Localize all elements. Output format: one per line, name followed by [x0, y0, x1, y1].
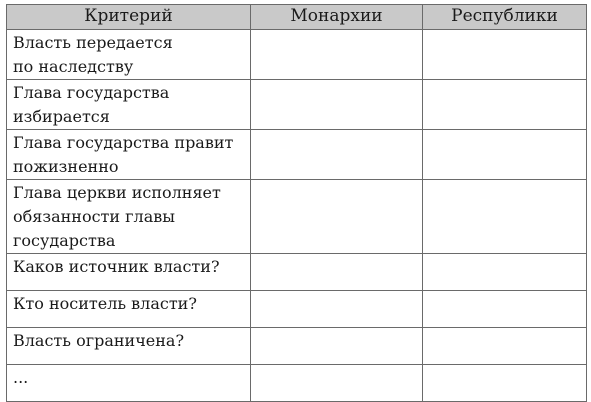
- table-row: [7, 328, 587, 365]
- republics-cell: [423, 180, 587, 254]
- republics-cell: [423, 30, 587, 80]
- comparison-table: [6, 4, 587, 402]
- republics-cell: [423, 254, 587, 291]
- republics-cell: [423, 365, 587, 402]
- criterion-cell: Власть передается по наследству: [7, 30, 251, 80]
- table-row: [7, 180, 587, 254]
- table-row: [7, 291, 587, 328]
- table-body: [7, 30, 587, 402]
- table-row: [7, 130, 587, 180]
- table-row: [7, 365, 587, 402]
- table-row: [7, 80, 587, 130]
- header-republics: Республики: [423, 5, 587, 30]
- monarchies-cell: [251, 328, 423, 365]
- monarchies-cell: [251, 80, 423, 130]
- monarchies-cell: [251, 130, 423, 180]
- comparison-table-container: [6, 4, 586, 402]
- monarchies-cell: [251, 180, 423, 254]
- criterion-cell: ...: [7, 365, 251, 402]
- republics-cell: [423, 291, 587, 328]
- criterion-cell: Кто носитель власти?: [7, 291, 251, 328]
- header-monarchies: Монархии: [251, 5, 423, 30]
- table-row: [7, 254, 587, 291]
- monarchies-cell: [251, 291, 423, 328]
- republics-cell: [423, 328, 587, 365]
- monarchies-cell: [251, 365, 423, 402]
- republics-cell: [423, 130, 587, 180]
- criterion-cell: Глава государства правит пожизненно: [7, 130, 251, 180]
- header-row: [7, 5, 587, 30]
- header-criterion: Критерий: [7, 5, 251, 30]
- monarchies-cell: [251, 30, 423, 80]
- monarchies-cell: [251, 254, 423, 291]
- republics-cell: [423, 80, 587, 130]
- table-row: [7, 30, 587, 80]
- table-header: [7, 5, 587, 30]
- criterion-cell: Глава церкви исполняет обязанности главы государства: [7, 180, 251, 254]
- criterion-cell: Каков источник власти?: [7, 254, 251, 291]
- criterion-cell: Власть ограничена?: [7, 328, 251, 365]
- criterion-cell: Глава государства избирается: [7, 80, 251, 130]
